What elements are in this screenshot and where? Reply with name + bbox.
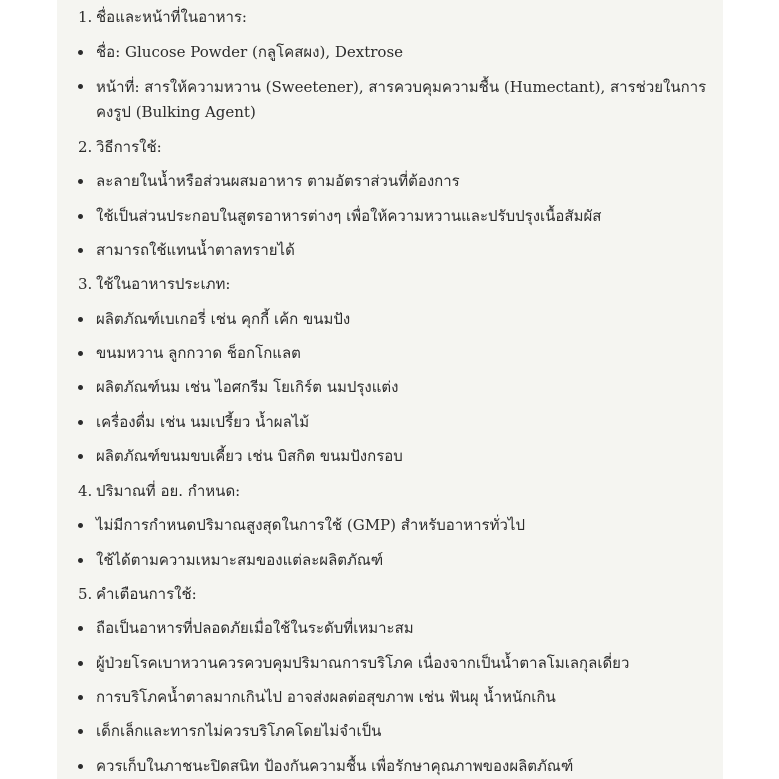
bullet-icon <box>78 385 83 390</box>
bullet-icon <box>78 558 83 563</box>
section-title: ใช้ในอาหารประเภท: <box>96 275 231 293</box>
bullet-icon <box>78 420 83 425</box>
list-item-text: ผลิตภัณฑ์ขนมขบเคี้ยว เช่น บิสกิต ขนมปังกรอบ <box>96 447 403 465</box>
section-number: 5. <box>78 585 93 603</box>
list-item-text: การบริโภคน้ำตาลมากเกินไป อาจส่งผลต่อสุขภาพ เช่น ฟันผุ น้ำหนักเกิน <box>96 688 556 706</box>
bullet-icon <box>78 317 83 322</box>
section-title: ชื่อและหน้าที่ในอาหาร: <box>96 8 247 26</box>
bullet-icon <box>78 764 83 769</box>
bullet-icon <box>78 50 83 55</box>
bullet-icon <box>78 214 83 219</box>
list-item-text: ผลิตภัณฑ์นม เช่น ไอศกรีม โยเกิร์ต นมปรุงแต่ง <box>96 378 399 396</box>
list-item-text: ผลิตภัณฑ์เบเกอรี่ เช่น คุกกี้ เค้ก ขนมปัง <box>96 310 351 328</box>
bullet-icon <box>78 626 83 631</box>
section-title: คำเตือนการใช้: <box>96 585 197 603</box>
content-panel <box>57 0 723 779</box>
list-item-text: ไม่มีการกำหนดปริมาณสูงสุดในการใช้ (GMP) สำหรับอาหารทั่วไป <box>96 516 525 534</box>
bullet-icon <box>78 523 83 528</box>
section-number: 4. <box>78 482 93 500</box>
list-item-text: หน้าที่: สารให้ความหวาน (Sweetener), สารควบคุมความชื้น (Humectant), สารช่วยในการคงรูป (Bulking Agent) <box>96 78 707 121</box>
list-item-text: ขนมหวาน ลูกกวาด ช็อกโกแลต <box>96 344 301 362</box>
bullet-icon <box>78 179 83 184</box>
bullet-icon <box>78 661 83 666</box>
bullet-icon <box>78 729 83 734</box>
list-item-text: ถือเป็นอาหารที่ปลอดภัยเมื่อใช้ในระดับที่เหมาะสม <box>96 619 414 637</box>
bullet-icon <box>78 695 83 700</box>
section-title: ปริมาณที่ อย. กำหนด: <box>96 482 241 500</box>
list-item-text: ผู้ป่วยโรคเบาหวานควรควบคุมปริมาณการบริโภค เนื่องจากเป็นน้ำตาลโมเลกุลเดี่ยว <box>96 654 630 672</box>
section-title: วิธีการใช้: <box>96 138 162 156</box>
bullet-icon <box>78 454 83 459</box>
section-number: 3. <box>78 275 93 293</box>
list-item-text: ละลายในน้ำหรือส่วนผสมอาหาร ตามอัตราส่วนที่ต้องการ <box>96 172 460 190</box>
section-number: 1. <box>78 8 93 26</box>
bullet-icon <box>78 84 83 89</box>
list-item-text: ชื่อ: Glucose Powder (กลูโคสผง), Dextrose <box>96 43 404 61</box>
list-item-text: ใช้เป็นส่วนประกอบในสูตรอาหารต่างๆ เพื่อให้ความหวานและปรับปรุงเนื้อสัมผัส <box>96 207 602 225</box>
bullet-icon <box>78 351 83 356</box>
section-number: 2. <box>78 138 93 156</box>
list-item-text: ควรเก็บในภาชนะปิดสนิท ป้องกันความชื้น เพื่อรักษาคุณภาพของผลิตภัณฑ์ <box>96 757 574 775</box>
bullet-icon <box>78 248 83 253</box>
list-item-text: สามารถใช้แทนน้ำตาลทรายได้ <box>96 241 295 259</box>
list-item-text: ใช้ได้ตามความเหมาะสมของแต่ละผลิตภัณฑ์ <box>96 551 384 569</box>
list-item-text: เด็กเล็กและทารกไม่ควรบริโภคโดยไม่จำเป็น <box>96 722 382 740</box>
list-item-text: เครื่องดื่ม เช่น นมเปรี้ยว น้ำผลไม้ <box>96 413 310 431</box>
